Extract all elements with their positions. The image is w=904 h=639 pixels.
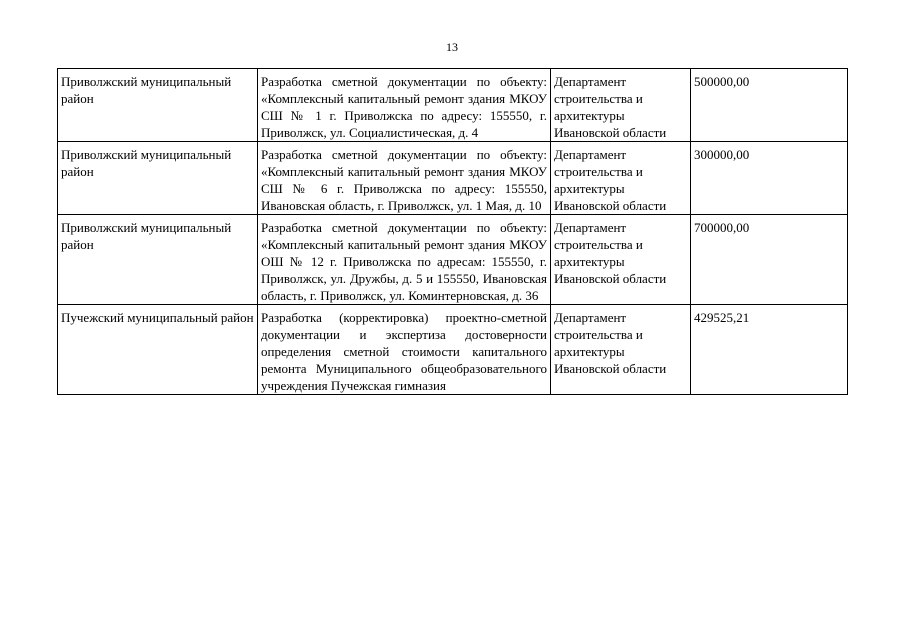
amount-cell: 300000,00 — [691, 142, 848, 215]
amount-cell: 429525,21 — [691, 305, 848, 395]
table-row — [58, 215, 848, 305]
department-cell: Департамент строительства и архитектуры Ивановской области — [551, 305, 691, 395]
budget-table — [57, 68, 848, 395]
department-cell: Департамент строительства и архитектуры Ивановской области — [551, 215, 691, 305]
district-cell: Приволжский муниципальный район — [58, 69, 258, 142]
page-number: 13 — [446, 40, 458, 54]
amount-cell: 700000,00 — [691, 215, 848, 305]
description-cell: Разработка сметной документации по объекту: «Комплексный капитальный ремонт здания МКОУ ОШ № 12 г. Приволжска по адресам: 155550, г. Приволжск, ул. Дружбы, д. 5 и 155550, Ивановская область, г. Приволжск, ул. Коминтерновская, д. 36 — [258, 215, 551, 305]
table-row — [58, 305, 848, 395]
department-cell: Департамент строительства и архитектуры Ивановской области — [551, 142, 691, 215]
district-cell: Приволжский муниципальный район — [58, 215, 258, 305]
district-cell: Пучежский муниципальный район — [58, 305, 258, 395]
amount-cell: 500000,00 — [691, 69, 848, 142]
description-cell: Разработка сметной документации по объекту: «Комплексный капитальный ремонт здания МКОУ СШ № 1 г. Приволжска по адресу: 155550, г. Приволжск, ул. Социалистическая, д. 4 — [258, 69, 551, 142]
table-row — [58, 69, 848, 142]
description-cell: Разработка (корректировка) проектно-сметной документации и экспертиза достоверности определения сметной стоимости капитального ремонта Муниципального общеобразовательного учреждения Пучежская гимназия — [258, 305, 551, 395]
department-cell: Департамент строительства и архитектуры Ивановской области — [551, 69, 691, 142]
table-row — [58, 142, 848, 215]
district-cell: Приволжский муниципальный район — [58, 142, 258, 215]
description-cell: Разработка сметной документации по объекту: «Комплексный капитальный ремонт здания МКОУ СШ № 6 г. Приволжска по адресу: 155550, Ивановская область, г. Приволжск, ул. 1 Мая, д. 10 — [258, 142, 551, 215]
